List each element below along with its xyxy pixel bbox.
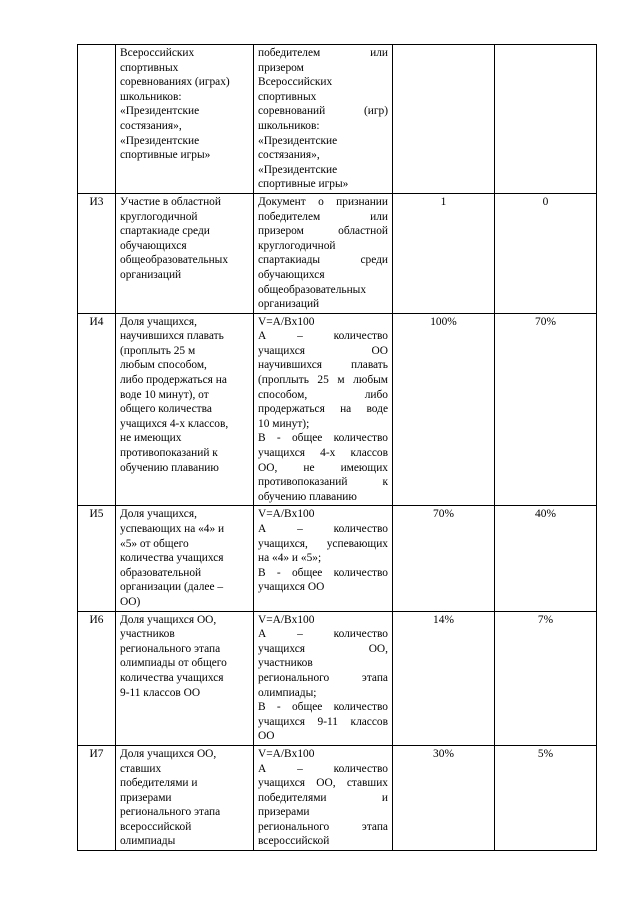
description-line: призерами bbox=[120, 791, 172, 804]
formula-line: регионального этапа bbox=[258, 820, 388, 833]
formula-line: спортивные игры» bbox=[258, 178, 349, 191]
description-line: учащихся 4-х классов, bbox=[120, 417, 229, 430]
description-line: Доля учащихся, bbox=[120, 508, 197, 521]
formula-line: Всероссийских bbox=[258, 76, 333, 89]
formula-line: учащихся ОО, ставших bbox=[258, 777, 388, 790]
description-line: 9-11 классов ОО bbox=[120, 686, 201, 699]
threshold-value-cell: 5% bbox=[495, 745, 597, 850]
description-line: обучающихся bbox=[120, 239, 187, 252]
formula-line: обучению плаванию bbox=[258, 490, 357, 503]
description-line: «Президентские bbox=[120, 105, 200, 118]
threshold-value-cell: 0 bbox=[495, 193, 597, 313]
table-row bbox=[78, 193, 597, 313]
description-line: Участие в областной bbox=[120, 195, 221, 208]
formula-line: В - общее количество bbox=[258, 432, 388, 445]
description-line: состязания», bbox=[120, 119, 182, 132]
description-line: Доля учащихся ОО, bbox=[120, 613, 217, 626]
description-line: образовательной bbox=[120, 566, 202, 579]
table-row bbox=[78, 506, 597, 611]
formula-line: способом, либо bbox=[258, 388, 388, 401]
formula-line: обучающихся bbox=[258, 268, 325, 281]
indicator-code-cell bbox=[78, 45, 116, 194]
formula-line: соревнований (игр) bbox=[258, 105, 388, 118]
description-line: всероссийской bbox=[120, 820, 192, 833]
description-line: круглогодичной bbox=[120, 210, 198, 223]
indicator-description-cell bbox=[116, 313, 254, 506]
indicator-code-cell: И5 bbox=[78, 506, 116, 611]
formula-line: учащихся 9-11 классов bbox=[258, 715, 388, 728]
description-line: спартакиаде среди bbox=[120, 225, 210, 238]
formula-line: всероссийской bbox=[258, 835, 330, 848]
description-line: участников bbox=[120, 628, 175, 641]
indicator-formula-cell bbox=[254, 313, 393, 506]
description-line: «5» от общего bbox=[120, 537, 189, 550]
formula-line: V=A/Bx100 bbox=[258, 315, 315, 328]
indicator-formula-cell bbox=[254, 45, 393, 194]
formula-line: учащихся ОО, bbox=[258, 642, 388, 655]
description-line: «Президентские bbox=[120, 134, 200, 147]
description-line: любым способом, bbox=[120, 359, 207, 372]
description-line: количества учащихся bbox=[120, 671, 224, 684]
description-line: противопоказаний к bbox=[120, 447, 218, 460]
threshold-value-cell: 7% bbox=[495, 611, 597, 745]
formula-line: участников bbox=[258, 657, 313, 670]
description-line: обучению плаванию bbox=[120, 461, 219, 474]
indicator-description-cell bbox=[116, 745, 254, 850]
formula-line: научившихся плавать bbox=[258, 359, 388, 372]
indicator-description-cell bbox=[116, 611, 254, 745]
formula-line: «Президентские bbox=[258, 163, 338, 176]
formula-line: V=A/Bx100 bbox=[258, 747, 315, 760]
formula-line: учащихся, успевающих bbox=[258, 537, 388, 550]
description-line: победителями и bbox=[120, 777, 198, 790]
formula-line: учащихся ОО bbox=[258, 581, 325, 594]
description-line: олимпиады bbox=[120, 835, 176, 848]
formula-line: призером bbox=[258, 61, 304, 74]
formula-line: на «4» и «5»; bbox=[258, 552, 322, 565]
threshold-value-cell: 70% bbox=[495, 313, 597, 506]
formula-line: Документ о признании bbox=[258, 195, 388, 208]
description-line: ОО) bbox=[120, 595, 141, 608]
formula-line: призером областной bbox=[258, 225, 388, 238]
formula-line: учащихся 4-х классов bbox=[258, 447, 388, 460]
description-line: Доля учащихся ОО, bbox=[120, 747, 217, 760]
description-line: организации (далее – bbox=[120, 581, 224, 594]
description-line: общего количества bbox=[120, 403, 212, 416]
formula-line: общеобразовательных bbox=[258, 283, 367, 296]
formula-line: V=A/Bx100 bbox=[258, 613, 315, 626]
description-line: Доля учащихся, bbox=[120, 315, 197, 328]
description-line: спортивных bbox=[120, 61, 179, 74]
indicator-description-cell bbox=[116, 45, 254, 194]
indicator-code-cell: И4 bbox=[78, 313, 116, 506]
indicator-description-cell bbox=[116, 193, 254, 313]
formula-line: А – количество bbox=[258, 330, 388, 343]
formula-line: А – количество bbox=[258, 628, 388, 641]
target-value-cell: 30% bbox=[393, 745, 495, 850]
target-value-cell: 70% bbox=[393, 506, 495, 611]
formula-line: V=A/Bx100 bbox=[258, 508, 315, 521]
threshold-value-cell bbox=[495, 45, 597, 194]
description-line: регионального этапа bbox=[120, 642, 221, 655]
formula-line: победителем или bbox=[258, 210, 388, 223]
formula-line: организаций bbox=[258, 298, 320, 311]
formula-line: победителем или bbox=[258, 47, 388, 59]
description-line: воде 10 минут), от bbox=[120, 388, 209, 401]
formula-line: круглогодичной bbox=[258, 239, 336, 252]
indicator-code-cell: И7 bbox=[78, 745, 116, 850]
target-value-cell bbox=[393, 45, 495, 194]
description-line: научившихся плавать bbox=[120, 330, 224, 343]
description-line: количества учащихся bbox=[120, 552, 224, 565]
formula-line: школьников: bbox=[258, 119, 320, 132]
description-line: (проплыть 25 м bbox=[120, 344, 196, 357]
formula-line: спартакиады среди bbox=[258, 254, 388, 267]
description-line: не имеющих bbox=[120, 432, 182, 445]
indicator-code-cell: И6 bbox=[78, 611, 116, 745]
formula-line: победителями и bbox=[258, 791, 388, 804]
indicator-formula-cell bbox=[254, 193, 393, 313]
description-line: регионального этапа bbox=[120, 806, 221, 819]
description-line: общеобразовательных bbox=[120, 254, 229, 267]
description-line: Всероссийских bbox=[120, 47, 195, 59]
formula-line: В - общее количество bbox=[258, 566, 388, 579]
formula-line: учащихся ОО bbox=[258, 344, 388, 357]
indicator-formula-cell bbox=[254, 506, 393, 611]
formula-line: А – количество bbox=[258, 762, 388, 775]
target-value-cell: 14% bbox=[393, 611, 495, 745]
table-row bbox=[78, 745, 597, 850]
formula-line: ОО bbox=[258, 730, 275, 743]
description-line: соревнованиях (играх) bbox=[120, 76, 230, 89]
table-row bbox=[78, 45, 597, 194]
description-line: организаций bbox=[120, 268, 182, 281]
threshold-value-cell: 40% bbox=[495, 506, 597, 611]
indicator-code-cell: И3 bbox=[78, 193, 116, 313]
indicator-formula-cell bbox=[254, 745, 393, 850]
formula-line: «Президентские bbox=[258, 134, 338, 147]
formula-line: олимпиады; bbox=[258, 686, 317, 699]
description-line: спортивные игры» bbox=[120, 149, 211, 162]
formula-line: противопоказаний к bbox=[258, 476, 388, 489]
formula-line: регионального этапа bbox=[258, 671, 388, 684]
indicator-formula-cell bbox=[254, 611, 393, 745]
formula-line: В - общее количество bbox=[258, 701, 388, 714]
description-line: олимпиады от общего bbox=[120, 657, 227, 670]
formula-line: 10 минут); bbox=[258, 417, 310, 430]
description-line: успевающих на «4» и bbox=[120, 523, 225, 535]
indicator-description-cell bbox=[116, 506, 254, 611]
formula-line: (проплыть 25 м любым bbox=[258, 374, 388, 387]
description-line: либо продержаться на bbox=[120, 374, 227, 387]
formula-line: А – количество bbox=[258, 523, 388, 535]
table-row bbox=[78, 313, 597, 506]
formula-line: ОО, не имеющих bbox=[258, 461, 388, 474]
formula-line: призерами bbox=[258, 806, 310, 819]
formula-line: продержаться на воде bbox=[258, 403, 388, 416]
description-line: ставших bbox=[120, 762, 162, 775]
target-value-cell: 1 bbox=[393, 193, 495, 313]
table-row bbox=[78, 611, 597, 745]
target-value-cell: 100% bbox=[393, 313, 495, 506]
description-line: школьников: bbox=[120, 90, 182, 103]
formula-line: спортивных bbox=[258, 90, 317, 103]
indicators-table-body bbox=[78, 45, 597, 851]
formula-line: состязания», bbox=[258, 149, 320, 162]
indicators-table bbox=[77, 44, 597, 851]
